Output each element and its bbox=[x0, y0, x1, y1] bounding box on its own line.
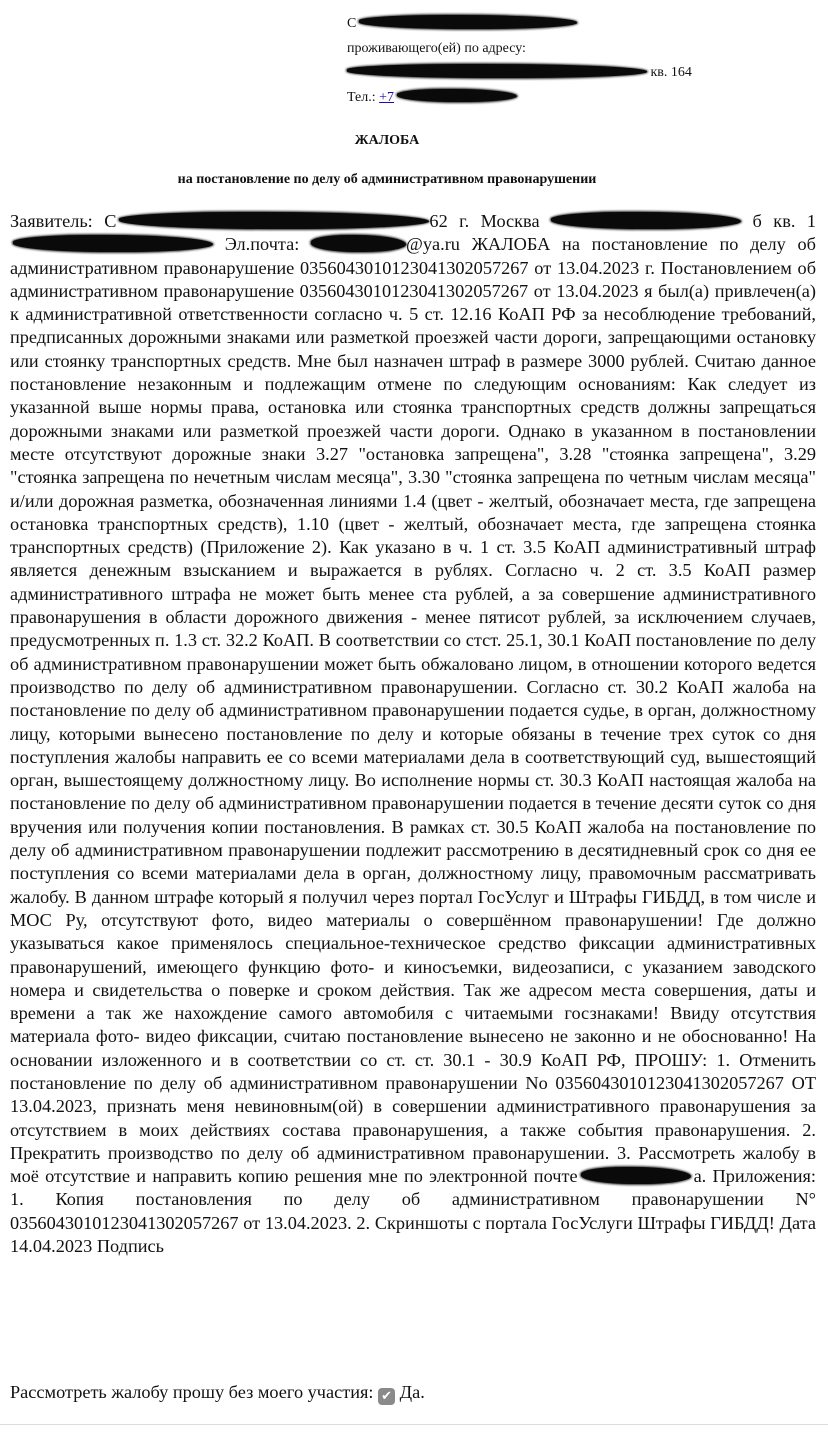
redaction bbox=[13, 235, 213, 252]
redaction bbox=[119, 212, 429, 229]
question-text: Рассмотреть жалобу прошу без моего участия: bbox=[10, 1382, 374, 1402]
no-participation-line bbox=[10, 1382, 425, 1405]
redaction bbox=[397, 89, 517, 102]
sender-header bbox=[347, 12, 692, 110]
sender-name: С bbox=[347, 16, 357, 31]
redaction bbox=[551, 212, 741, 229]
body-text: Эл.почта: bbox=[224, 234, 312, 255]
phone-link[interactable]: +7 bbox=[379, 89, 395, 105]
body-text: 62 г. Москва bbox=[429, 211, 540, 231]
phone-label: Тел.: bbox=[347, 89, 376, 105]
redaction bbox=[347, 64, 647, 77]
divider bbox=[0, 1424, 828, 1425]
document-subtitle: на постановление по делу об административном правонарушении bbox=[177, 172, 597, 187]
body-text: @ya.ru ЖАЛОБА на постановление по делу об административном правонарушение 0356043010123041302057267 от 13.04.2023 г. Постановлением об административном правонарушение 0356043010123041302057267 от 13.04.2023 я был(а) привлечен(а) к административной ответственности согласно ч. 5 ст. 12.16 КоАП РФ за несоблюдение требований, предписанных дорожными знаками или разметкой проезжей части дороги, запрещающими остановку или стоянку транспортных средств. Мне был назначен штраф в размере 3000 рублей. Считаю данное постановление незаконным и подлежащим отмене по следующим основаниям: Как следует из указанной выше нормы права, остановка или стоянка транспортных средств должны запрещаться дорожными знаками или разметкой проезжей части дороги. Однако в указанном в постановлении месте отсутствуют дорожные знаки 3.27 "остановка запрещена", 3.28 "стоянка запрещена", 3.29 "стоянка запрещена по нечетным числам месяца", 3.30 "стоянка запрещена по четным числам месяца" и/или дорожная разметка, обозначенная линиями 1.4 (цвет - желтый, обозначает места, где запрещена остановка транспортных средств), 1.10 (цвет - желтый, обозначает места, где запрещена стоянка транспортных средств) (Приложение 2). Как указано в ч. 1 ст. 3.5 КоАП административный штраф является денежным взысканием и выражается в рублях. Согласно ч. 2 ст. 3.5 КоАП размер административного штрафа не может быть менее ста рублей, а за совершение административного правонарушения в области дорожного движения - менее пятисот рублей, за исключением случаев, предусмотренных п. 1.3 ст. 32.2 КоАП. В соответствии со стст. 25.1, 30.1 КоАП постановление по делу об административном правонарушении может быть обжаловано лицом, в отношении которого ведется производство по делу об административном правонарушении. Согласно ст. 30.2 КоАП жалоба на постановление по делу об административном правонарушении подается судье, в орган, должностному лицу, которыми вынесено постановление по делу и которые обязаны в течение трех суток со дня поступления жалобы направить ее со всеми материалами дела в соответствующий суд, вышестоящий орган, вышестоящему должностному лицу. Во исполнение нормы ст. 30.3 КоАП настоящая жалоба на постановление по делу об административном правонарушении подается в течение десяти суток со дня вручения или получения копии постановления. В рамках ст. 30.5 КоАП жалоба на постановление по делу об административном правонарушении подлежит рассмотрению в десятидневный срок со дня ее поступления со всеми материалами дела в орган, должностному лицу, правомочным рассматривать жалобу. В данном штрафе который я получил через портал ГосУслуг и Штрафы ГИБДД, в том числе и МОС Ру, отсутствуют фото, видео материалы о совершённом правонарушении! Где должно указываться какое применялось специальное-техническое средство фиксации административных правонарушений, имеющего функцию фото- и киносъемки, видеозаписи, с указанием заводского номера и свидетельства о поверке и сроком действия. Так же адресом места совершения, даты и времени а так же нахождение самого автомобиля с читаемыми госзнаками! Ввиду отсутствия материала фото- видео фиксации, считаю постановление вынесено не законно и не обоснованно! На основании изложенного и в соответствии со ст. ст. 30.1 - 30.9 КоАП РФ, ПРОШУ: 1. Отменить постановление по делу об административном правонарушении No 0356043010123041302057267 ОТ 13.04.2023, признать меня невиновным(ой) в совершении административного правонарушения за отсутствием в моих действиях состава правонарушения, а также события правонарушения. 2. Прекратить производство по делу об административном правонарушении. 3. Рассмотреть жалобу в моё отсутствие и направить копию решения мне по электронной почте bbox=[10, 234, 816, 1187]
redaction bbox=[359, 15, 577, 28]
complaint-body bbox=[10, 210, 816, 1258]
address-label: проживающего(ей) по адресу: bbox=[347, 40, 526, 56]
answer-text: Да. bbox=[399, 1382, 425, 1402]
body-text: Заявитель: С bbox=[10, 211, 117, 231]
redaction bbox=[581, 1167, 691, 1184]
document-title: ЖАЛОБА bbox=[354, 133, 420, 148]
address-suffix: кв. 164 bbox=[650, 65, 692, 80]
body-text: б кв. 1 bbox=[752, 211, 817, 231]
body-text: a. Приложения: 1. Копия постановления по делу об административном правонарушении N° 0356043010123041302057267 от 13.04.2023. 2. Скриншоты с портала ГосУслуги Штрафы ГИБДД! Дата 14.04.2023 Подпись bbox=[10, 1166, 816, 1257]
checkbox-checked-icon[interactable]: ✔ bbox=[378, 1388, 395, 1405]
redaction bbox=[311, 235, 406, 252]
